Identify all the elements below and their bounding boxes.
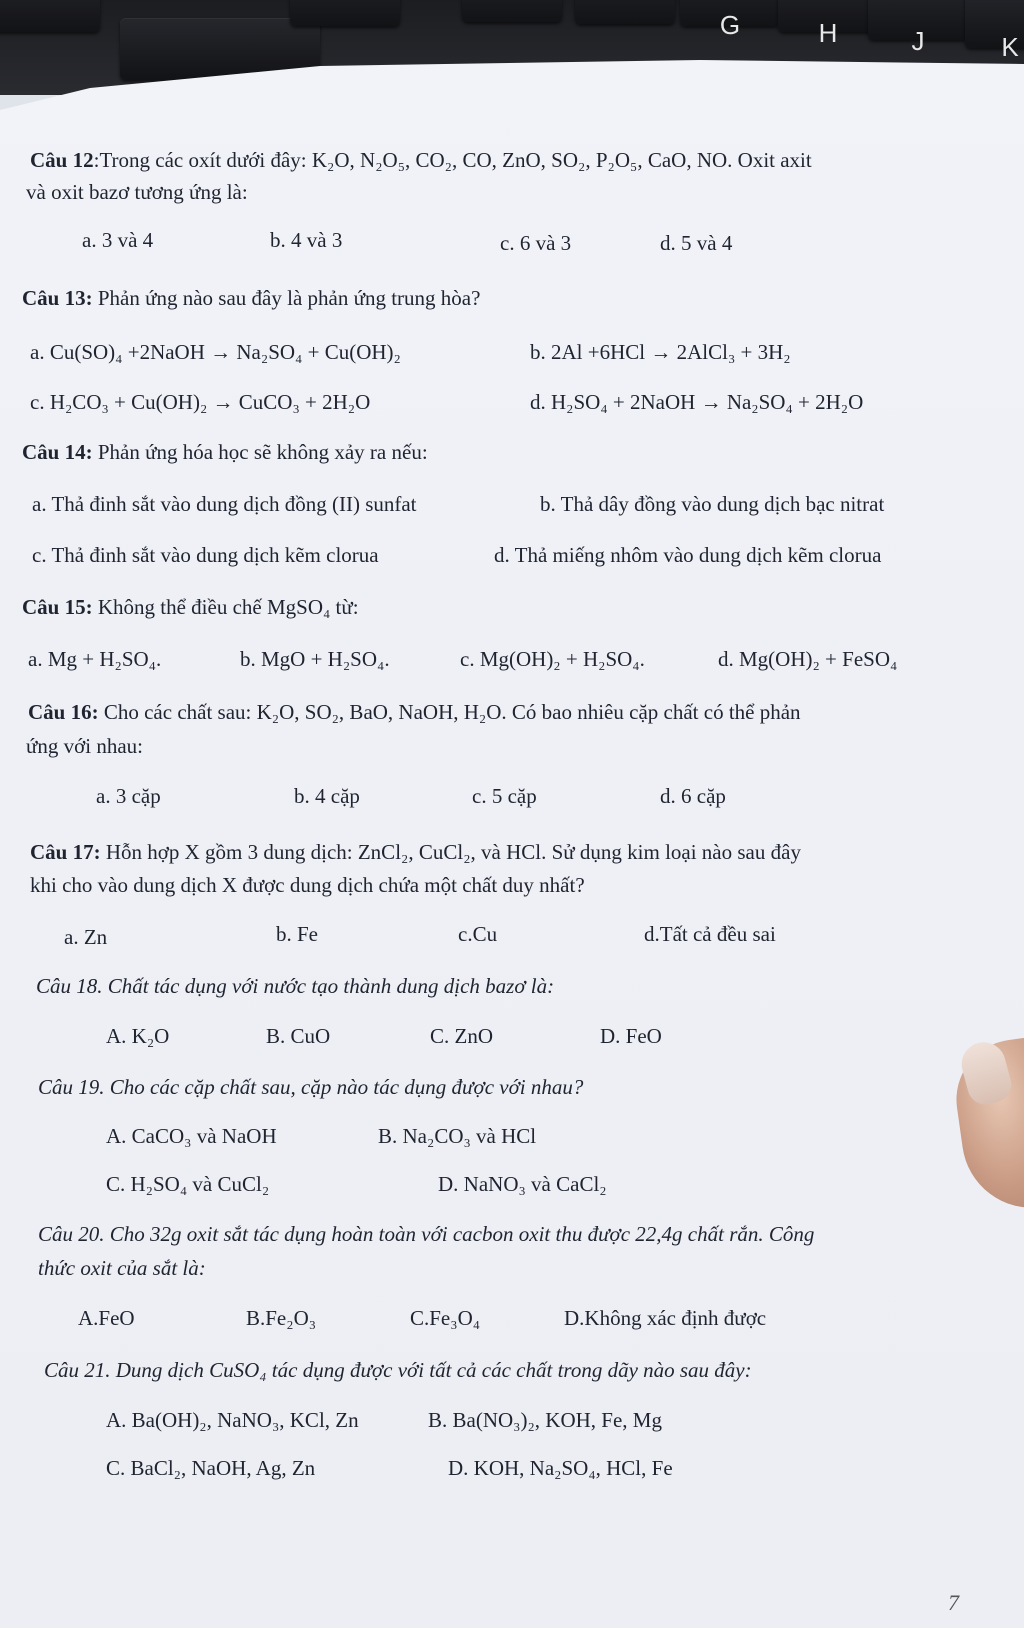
option-d: d. 6 cặp bbox=[660, 784, 726, 808]
option-d: d. Thả miếng nhôm vào dung dịch kẽm clorua bbox=[494, 543, 882, 567]
question-label: Câu 12 bbox=[30, 148, 94, 172]
option-d: d. Mg(OH)₂ + FeSO₄ bbox=[718, 647, 898, 671]
option-b: b. 4 cặp bbox=[294, 784, 360, 808]
option-b: b. 2Al +6HCl → 2AlCl₃ + 3H₂ bbox=[530, 340, 791, 364]
option-c: C.Fe₃O₄ bbox=[410, 1306, 481, 1330]
option-a: A.FeO bbox=[78, 1306, 135, 1330]
question-17-text-cont: khi cho vào dung dịch X được dung dịch chứa một chất duy nhất? bbox=[30, 873, 585, 897]
option-d: d. 5 và 4 bbox=[660, 231, 733, 255]
option-a: a. 3 và 4 bbox=[82, 228, 154, 252]
keyboard-key bbox=[290, 0, 400, 26]
question-label: Câu 14: bbox=[22, 440, 93, 464]
option-a: a. Zn bbox=[64, 925, 108, 949]
question-12 bbox=[30, 148, 812, 173]
keyboard-key bbox=[462, 0, 562, 22]
option-b: b. Thả dây đồng vào dung dịch bạc nitrat bbox=[540, 492, 885, 516]
option-a: a. 3 cặp bbox=[96, 784, 161, 808]
option-d: d. H₂SO₄ + 2NaOH → Na₂SO₄ + 2H₂O bbox=[530, 390, 864, 414]
option-a: a. Cu(SO)₄ +2NaOH → Na₂SO₄ + Cu(OH)₂ bbox=[30, 340, 401, 364]
question-label: Câu 13: bbox=[22, 286, 93, 310]
question-text: Phản ứng hóa học sẽ không xảy ra nếu: bbox=[92, 440, 428, 464]
option-b: B. Na₂CO₃ và HCl bbox=[378, 1124, 537, 1148]
option-c: C. BaCl₂, NaOH, Ag, Zn bbox=[106, 1456, 316, 1480]
question-text: Phản ứng nào sau đây là phản ứng trung hòa? bbox=[92, 286, 481, 310]
question-20-text-cont: thức oxit của sắt là: bbox=[38, 1256, 206, 1280]
option-c: C. H₂SO₄ và CuCl₂ bbox=[106, 1172, 270, 1196]
option-d: D.Không xác định được bbox=[564, 1306, 767, 1330]
question-13 bbox=[22, 286, 480, 311]
question-text: Hỗn hợp X gồm 3 dung dịch: ZnCl₂, CuCl₂, và HCl. Sử dụng kim loại nào sau đây bbox=[100, 840, 801, 864]
question-16-text-cont: ứng với nhau: bbox=[26, 734, 143, 758]
option-d: D. NaNO₃ và CaCl₂ bbox=[438, 1172, 607, 1196]
question-18: Câu 18. Chất tác dụng với nước tạo thành dung dịch bazơ là: bbox=[36, 974, 555, 998]
question-12-text-cont: và oxit bazơ tương ứng là: bbox=[26, 180, 248, 204]
question-16 bbox=[28, 700, 801, 725]
option-a: A. K₂O bbox=[106, 1024, 170, 1048]
question-text: Cho các chất sau: K₂O, SO₂, BaO, NaOH, H₂O. Có bao nhiêu cặp chất có thể phản bbox=[98, 700, 801, 724]
option-d: d.Tất cả đều sai bbox=[644, 922, 776, 946]
question-19: Câu 19. Cho các cặp chất sau, cặp nào tác dụng được với nhau? bbox=[38, 1075, 584, 1099]
question-17 bbox=[30, 840, 801, 865]
question-20: Câu 20. Cho 32g oxit sắt tác dụng hoàn toàn với cacbon oxit thu được 22,4g chất rắn. Công bbox=[38, 1222, 815, 1246]
option-c: c.Cu bbox=[458, 922, 498, 946]
keyboard-key bbox=[575, 0, 675, 24]
option-a: A. Ba(OH)₂, NaNO₃, KCl, Zn bbox=[106, 1408, 359, 1432]
question-label: Câu 15: bbox=[22, 595, 93, 619]
question-text: Không thể điều chế MgSO₄ từ: bbox=[92, 595, 359, 619]
keyboard-key: G bbox=[680, 0, 780, 26]
option-c: c. H₂CO₃ + Cu(OH)₂ → CuCO₃ + 2H₂O bbox=[30, 390, 371, 414]
option-b: B.Fe₂O₃ bbox=[246, 1306, 317, 1330]
keyboard-key: H bbox=[778, 0, 878, 32]
option-c: c. Mg(OH)₂ + H₂SO₄. bbox=[460, 647, 645, 671]
keyboard-key: J bbox=[868, 0, 968, 40]
page-mark: 7 bbox=[948, 1590, 959, 1615]
question-label: Câu 16: bbox=[28, 700, 99, 724]
keyboard-key bbox=[0, 0, 100, 32]
option-c: c. 5 cặp bbox=[472, 784, 537, 808]
option-c: c. Thả đinh sắt vào dung dịch kẽm clorua bbox=[32, 543, 379, 567]
option-a: A. CaCO₃ và NaOH bbox=[106, 1124, 277, 1148]
option-c: c. 6 và 3 bbox=[500, 231, 572, 255]
option-b: b. Fe bbox=[276, 922, 318, 946]
option-b: b. 4 và 3 bbox=[270, 228, 343, 252]
question-text: :Trong các oxít dưới đây: K₂O, N₂O₅, CO₂, CO, ZnO, SO₂, P₂O₅, CaO, NO. Oxit axit bbox=[93, 148, 812, 172]
question-15 bbox=[22, 595, 359, 620]
question-21: Câu 21. Dung dịch CuSO₄ tác dụng được với tất cả các chất trong dãy nào sau đây: bbox=[44, 1358, 752, 1382]
option-d: D. KOH, Na₂SO₄, HCl, Fe bbox=[448, 1456, 673, 1480]
option-b: B. CuO bbox=[266, 1024, 331, 1048]
question-label: Câu 17: bbox=[30, 840, 101, 864]
option-b: B. Ba(NO₃)₂, KOH, Fe, Mg bbox=[428, 1408, 662, 1432]
keyboard-key: K bbox=[965, 0, 1024, 48]
option-d: D. FeO bbox=[600, 1024, 662, 1048]
option-b: b. MgO + H₂SO₄. bbox=[240, 647, 390, 671]
question-14 bbox=[22, 440, 428, 465]
option-a: a. Thả đinh sắt vào dung dịch đồng (II) sunfat bbox=[32, 492, 417, 516]
option-c: C. ZnO bbox=[430, 1024, 493, 1048]
option-a: a. Mg + H₂SO₄. bbox=[28, 647, 162, 671]
